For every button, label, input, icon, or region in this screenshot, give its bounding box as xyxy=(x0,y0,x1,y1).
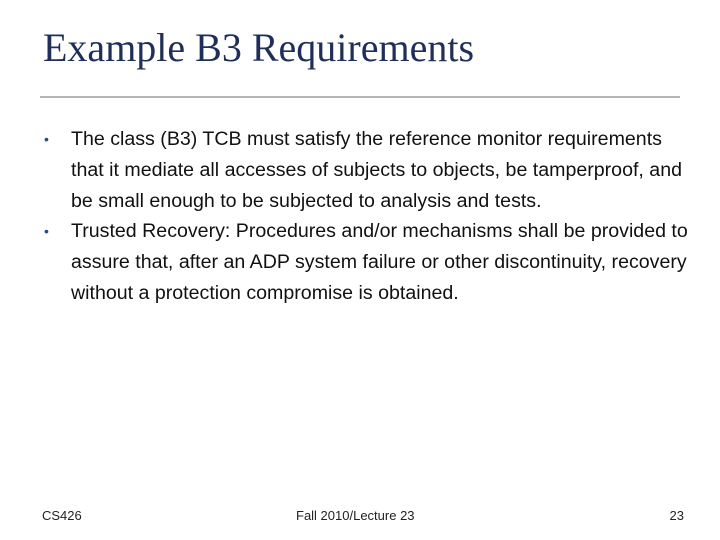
bullet-dot-icon: • xyxy=(44,223,49,240)
bullet-dot-icon: • xyxy=(44,131,49,147)
bullet-text: The class (B3) TCB must satisfy the reference monitor requirements that it mediate all accesses of subjects to objects, be tamperproof, and be small enough to be subjected to analysis and tests. xyxy=(71,128,683,212)
footer-course: CS426 xyxy=(42,508,82,523)
bullet-text: Trusted Recovery: Procedures and/or mechanisms shall be provided to assure that, after an ADP system failure or other discontinuity, recovery without a protection compromise is obtained. xyxy=(71,220,688,304)
bullet-item xyxy=(40,124,700,216)
slide-title: Example B3 Requirements xyxy=(43,25,475,70)
footer-lecture: Fall 2010/Lecture 23 xyxy=(296,508,415,523)
bullet-list xyxy=(40,124,700,309)
footer-page-number: 23 xyxy=(669,508,684,523)
bullet-item xyxy=(40,216,700,308)
title-divider xyxy=(40,96,680,98)
